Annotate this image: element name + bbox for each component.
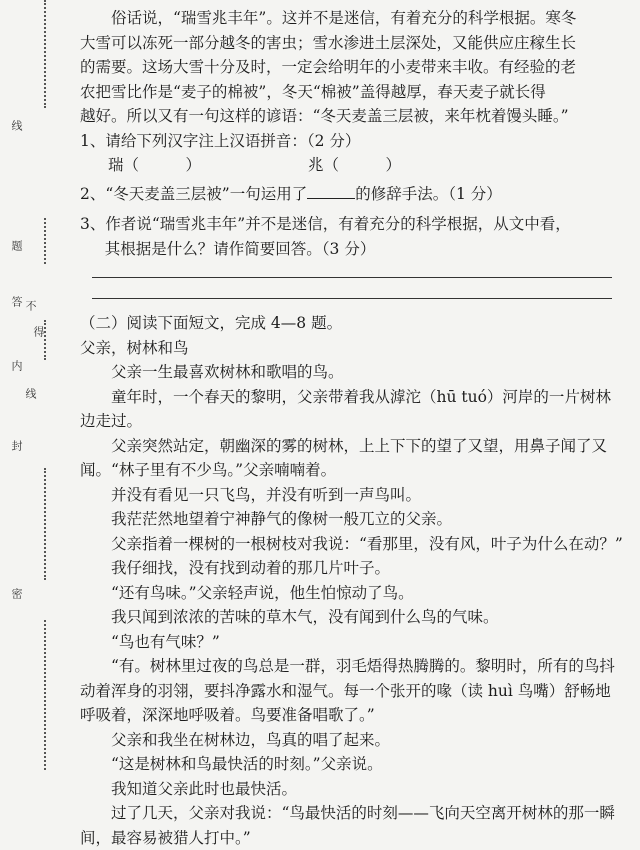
passage-line: 俗话说，“瑞雪兆丰年”。这并不是迷信，有着充分的科学根据。寒冬	[111, 9, 577, 27]
exam-content	[80, 6, 625, 850]
section-heading: （二）阅读下面短文，完成 4—8 题。	[80, 314, 343, 332]
story-title: 父亲，树林和鸟	[80, 338, 189, 357]
dotted-binding-line	[44, 468, 46, 580]
story-paragraph: “这是树林和鸟最快活的时刻。”父亲说。	[111, 755, 383, 773]
margin-char: 内	[10, 360, 23, 371]
pinyin-answers	[80, 153, 625, 178]
story-paragraph: 童年时，一个春天的黎明，父亲带着我从滹沱（hū tuó）河岸的一片树林边走过。	[80, 387, 611, 430]
margin-char: 不	[24, 300, 37, 311]
question-2-suffix: 的修辞手法。（1 分）	[355, 184, 502, 203]
story-paragraph: 过了几天，父亲对我说：“鸟最快活的时刻——飞向天空离开树林的那一瞬间，最容易被猎人打中。”	[80, 804, 615, 847]
story-paragraph: 父亲突然站定，朝幽深的雾的树林，上上下下的望了又望，用鼻子闻了又闻。“林子里有不少鸟。”父亲喃喃着。	[80, 436, 608, 479]
margin-char: 题	[10, 240, 23, 251]
margin-char: 答	[10, 296, 23, 307]
passage-line: 的需要。这场大雪十分及时，一定会给明年的小麦带来丰收。有经验的老	[80, 58, 577, 76]
answer-line[interactable]	[92, 277, 612, 278]
story-paragraph: “还有鸟味。”父亲轻声说，他生怕惊动了鸟。	[111, 583, 414, 602]
story-paragraph: “有。树林里过夜的鸟总是一群，羽毛焐得热腾腾的。黎明时，所有的鸟抖动着浑身的羽翎，要抖净露水和湿气。每一个张开的喙（读 huì 鸟嘴）舒畅地呼吸着，深深地呼吸着。鸟要准备唱歌了。”	[80, 657, 615, 724]
question-3: 3、作者说“瑞雪兆丰年”并不是迷信，有着充分的科学根据，从文中看，	[80, 215, 571, 233]
margin-char: 封	[10, 440, 23, 451]
margin-char: 密	[10, 588, 23, 599]
passage-line: 农把雪比作是“麦子的棉被”，冬天“棉被”盖得越厚，春天麦子就长得	[80, 82, 546, 101]
section-2	[80, 311, 625, 850]
question-2	[80, 182, 625, 207]
story-paragraph: “鸟也有气味？”	[111, 632, 220, 651]
margin-char: 线	[10, 120, 23, 131]
margin-char: 线	[24, 388, 37, 399]
story-paragraph: 并没有看见一只飞鸟，并没有听到一声鸟叫。	[111, 485, 422, 504]
question-3-cont: 其根据是什么？请作简要回答。（3 分）	[104, 239, 376, 258]
story-paragraph: 父亲和我坐在树林边，鸟真的唱了起来。	[111, 730, 391, 749]
pinyin-blank-zhao[interactable]: 兆（ ）	[308, 156, 402, 174]
passage-line: 大雪可以冻死一部分越冬的害虫；雪水渗进土层深处，又能供应庄稼生长	[80, 33, 577, 52]
passage-line: 越好。所以又有一句这样的谚语：“冬天麦盖三层被，来年枕着馒头睡。”	[80, 107, 569, 125]
story-paragraph: 我茫茫然地望着宁神静气的像树一般兀立的父亲。	[111, 510, 453, 528]
dotted-binding-line	[44, 620, 46, 770]
margin-char: 得	[32, 326, 45, 337]
dotted-binding-line	[44, 218, 46, 264]
dotted-binding-line	[44, 0, 46, 108]
question-2-prefix: 2、“冬天麦盖三层被”一句运用了	[80, 184, 308, 203]
binding-margin	[0, 0, 70, 830]
rhetoric-answer-blank[interactable]	[307, 182, 355, 199]
story-paragraph: 我仔细找，没有找到动着的那几片叶子。	[111, 559, 391, 577]
story-paragraph: 我知道父亲此时也最快活。	[111, 779, 298, 798]
passage-1	[80, 6, 625, 129]
story-paragraph: 父亲指着一棵树的一根树枝对我说：“看那里，没有风，叶子为什么在动？”	[111, 534, 623, 553]
question-1: 1、请给下列汉字注上汉语拼音：（2 分）	[80, 131, 361, 150]
story-paragraph: 父亲一生最喜欢树林和歌唱的鸟。	[111, 363, 344, 381]
story-paragraph: 我只闻到浓浓的苦味的草木气，没有闻到什么鸟的气味。	[111, 608, 499, 626]
answer-line[interactable]	[92, 298, 612, 299]
pinyin-blank-rui[interactable]: 瑞（ ）	[108, 156, 202, 174]
